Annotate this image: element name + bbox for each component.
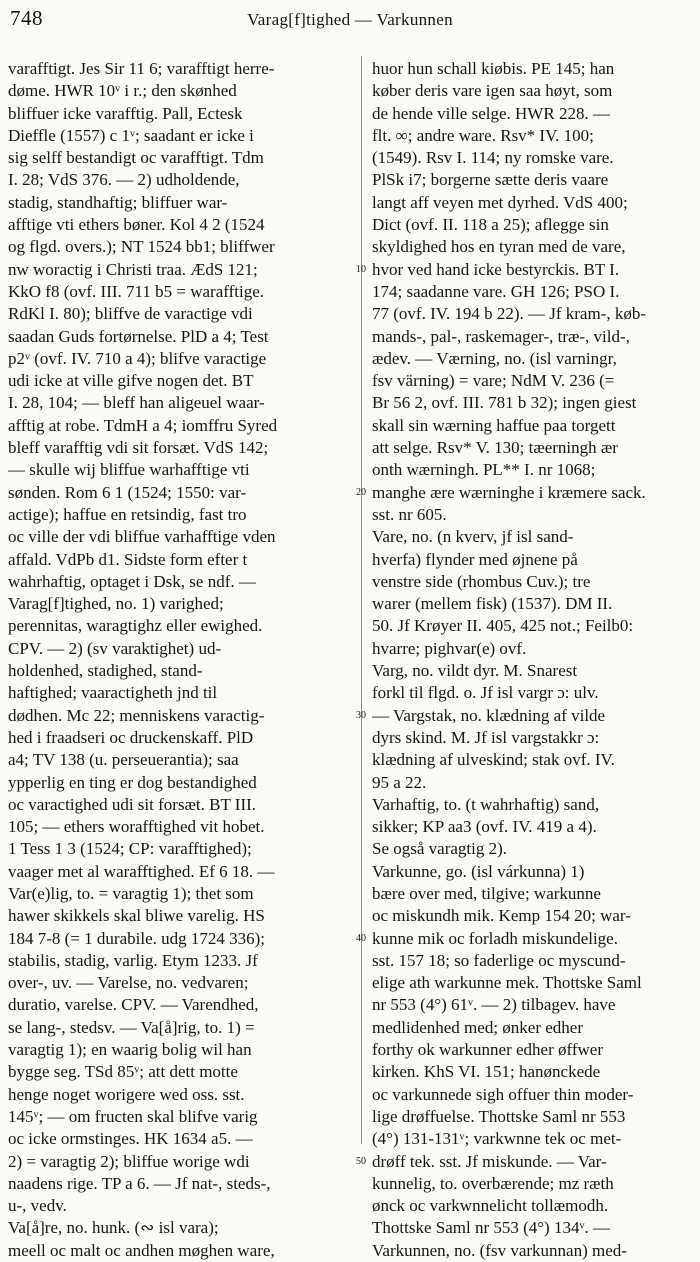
text-line: oc icke ormstinges. HK 1634 a5. —	[8, 1129, 253, 1149]
text-line: kirken. KhS VI. 151; hanønckede	[372, 1062, 601, 1082]
line-number: 30	[356, 709, 366, 721]
text-line: actige); haffue en retsindig, fast tro	[8, 504, 247, 524]
text-line: naadens rige. TP a 6. — Jf nat-, steds-,	[8, 1173, 271, 1193]
text-line: KkO f8 (ovf. III. 711 b5 = warafftige.	[8, 281, 265, 301]
text-line: afftige vti ethers bøner. Kol 4 2 (1524	[8, 215, 265, 235]
text-line: langt aff veyen met dyrhed. VdS 400;	[372, 192, 628, 212]
text-line: hverfa) flynder med øjnene på	[372, 549, 578, 569]
text-line: forkl til flgd. o. Jf isl vargr ɔ: ulv.	[372, 683, 599, 703]
text-line: p2ᵛ (ovf. IV. 710 a 4); blifve varactige	[8, 348, 267, 368]
text-line: kunne mik oc forladh miskundelige.	[372, 928, 618, 948]
text-line: se lang-, stedsv. — Va[å]rig, to. 1) =	[8, 1017, 255, 1037]
text-line: holdenhed, stadighed, stand-	[8, 661, 203, 681]
text-line: Va[å]re, no. hunk. (∾ isl vara);	[8, 1218, 219, 1238]
text-line: døme. HWR 10ᵛ i r.; den skønhed	[8, 81, 237, 101]
text-line: dyrs skind. M. Jf isl vargstakkr ɔ:	[372, 727, 600, 747]
page-header	[0, 0, 700, 44]
text-line: warer (mellem fisk) (1537). DM II.	[372, 594, 613, 614]
text-line: affald. VdPb d1. Sidste form efter t	[8, 549, 248, 569]
text-line: bleff varafftig vdi sit forsæt. VdS 142;	[8, 438, 269, 458]
text-line: mands-, pal-, raskemager-, træ-, vild-,	[372, 326, 630, 346]
text-line: nw woractig i Christi traa. ÆdS 121;	[8, 259, 258, 279]
line-number: 40	[356, 932, 366, 944]
text-line: PlSk i7; borgerne sætte deris vaare	[372, 170, 609, 190]
text-line: henge noget worigere wed oss. sst.	[8, 1084, 245, 1104]
text-line: ædev. — Værning, no. (isl varningr,	[372, 348, 617, 368]
text-line: 95 a 22.	[372, 772, 427, 792]
text-line: skall sin wærning haffue paa torgett	[372, 415, 616, 435]
text-line: og flgd. overs.); NT 1524 bb1; bliffwer	[8, 237, 275, 257]
text-line: varagtig 1); en waarig bolig wil han	[8, 1040, 252, 1060]
line-number: 10	[356, 263, 366, 275]
text-line: 77 (ovf. IV. 194 b 22). — Jf kram-, køb-	[372, 304, 647, 324]
text-line: oc ville der vdi bliffue varhafftige vden	[8, 527, 276, 547]
text-line: meell oc malt oc andhen møghen ware,	[8, 1240, 275, 1260]
text-line: (4°) 131-131ᵛ; varkwnne tek oc met-	[372, 1129, 622, 1149]
text-line: stabilis, stadig, varlig. Etym 1233. Jf	[8, 950, 258, 970]
text-line: oc miskundh mik. Kemp 154 20; war-	[372, 906, 631, 926]
text-line: bliffuer icke varafftig. Pall, Ectesk	[8, 103, 243, 123]
text-line: dødhen. Mc 22; menniskens varactig-	[8, 705, 265, 725]
text-line: u-, vedv.	[8, 1196, 67, 1216]
text-line: Varhaftig, to. (t wahrhaftig) sand,	[372, 794, 600, 814]
text-line: kunnelig, to. overbærende; mz ræth	[372, 1173, 614, 1193]
text-line: sst. 157 18; so faderlige oc myscund-	[372, 950, 626, 970]
text-line: manghe ære wærninghe i kræmere sack.	[372, 482, 646, 502]
running-head: Varag[f]tighed — Varkunnen	[247, 10, 453, 29]
line-number: 20	[356, 486, 366, 498]
text-line: (1549). Rsv I. 114; ny romske vare.	[372, 148, 614, 168]
text-line: klædning af ulveskind; stak ovf. IV.	[372, 750, 615, 770]
text-line: flt. ∞; andre ware. Rsv* IV. 100;	[372, 125, 594, 145]
text-line: 174; saadanne vare. GH 126; PSO I.	[372, 281, 620, 301]
text-line: medlidenhed med; ønker edher	[372, 1017, 584, 1037]
text-line: sig selff bestandigt oc varafftigt. Tdm	[8, 148, 264, 168]
text-line: oc varkunnede sigh offuer thin moder-	[372, 1084, 634, 1104]
text-line: wahrhaftig, optaget i Dsk, se ndf. —	[8, 571, 256, 591]
text-line: bære over med, tilgive; warkunne	[372, 883, 601, 903]
text-line: over-, uv. — Varelse, no. vedvaren;	[8, 973, 249, 993]
text-line: huor hun schall kiøbis. PE 145; han	[372, 59, 615, 78]
text-line: 1 Tess 1 3 (1524; CP: varafftighed);	[8, 839, 252, 859]
text-line: sikker; KP aa3 (ovf. IV. 419 a 4).	[372, 817, 597, 837]
text-line: 145ᵛ; — om fructen skal blifve varig	[8, 1106, 258, 1126]
text-line: forthy ok warkunner edher øffwer	[372, 1040, 603, 1060]
text-line: 184 7-8 (= 1 durabile. udg 1724 336);	[8, 928, 265, 948]
text-line: skyldighed hos en tyran med de vare,	[372, 237, 626, 257]
text-line: sst. nr 605.	[372, 504, 447, 524]
text-line: køber deris vare igen saa høyt, som	[372, 81, 613, 101]
text-line: onth wærningh. PL** I. nr 1068;	[372, 460, 596, 480]
text-line: bygge seg. TSd 85ᵛ; att dett motte	[8, 1062, 238, 1082]
text-line: I. 28, 104; — bleff han aligeuel waar-	[8, 393, 265, 413]
text-line: att selge. Rsv* V. 130; tæerningh ær	[372, 438, 618, 458]
text-line: ønck oc varkwnnelicht tollæmodh.	[372, 1196, 609, 1216]
text-line: elige ath warkunne mek. Thottske Saml	[372, 973, 642, 993]
text-line: Varkunnen, no. (fsv varkunnan) med-	[372, 1240, 627, 1260]
text-line: saadan Guds fortørnelse. PlD a 4; Test	[8, 326, 269, 346]
text-line: Varg, no. vildt dyr. M. Snarest	[372, 661, 578, 681]
text-line: Var(e)lig, to. = varagtig 1); thet som	[8, 883, 254, 903]
text-line: oc varactighed udi sit forsæt. BT III.	[8, 794, 257, 814]
text-line: Vare, no. (n kverv, jf isl sand-	[372, 527, 574, 547]
text-line: duratio, varelse. CPV. — Varendhed,	[8, 995, 259, 1015]
text-line: varafftigt. Jes Sir 11 6; varafftigt herre-	[8, 59, 275, 78]
text-line: 50. Jf Krøyer II. 405, 425 not.; Feilb0:	[372, 616, 634, 636]
text-line: 2) = varagtig 2); bliffue worige wdi	[8, 1151, 250, 1171]
text-line: hed i fraadseri oc druckenskaff. PlD	[8, 727, 254, 747]
page-number: 748	[10, 6, 43, 30]
right-column	[372, 58, 686, 1262]
text-line: Se også varagtig 2).	[372, 839, 508, 859]
text-line: — skulle wij bliffue warhafftige vti	[8, 460, 250, 480]
text-line: Varag[f]tighed, no. 1) varighed;	[8, 594, 224, 614]
text-line: CPV. — 2) (sv varaktighet) ud-	[8, 638, 222, 658]
line-number: 50	[356, 1155, 366, 1167]
text-line: I. 28; VdS 376. — 2) udholdende,	[8, 170, 240, 190]
text-line: haftighed; vaaractigheth jnd til	[8, 683, 218, 703]
text-line: udi icke at ville gifve nogen det. BT	[8, 371, 254, 391]
text-line: hawer skikkels skal bliwe varelig. HS	[8, 906, 265, 926]
text-line: venstre side (rhombus Cuv.); tre	[372, 571, 591, 591]
text-line: Thottske Saml nr 553 (4°) 134ᵛ. —	[372, 1218, 610, 1238]
text-line: Dieffle (1557) c 1ᵛ; saadant er icke i	[8, 125, 254, 145]
text-line: hvarre; pighvar(e) ovf.	[372, 638, 527, 658]
text-line: perennitas, waragtighz eller ewighed.	[8, 616, 263, 636]
text-line: hvor ved hand icke bestyrckis. BT I.	[372, 259, 620, 279]
text-line: afftig at robe. TdmH a 4; iomffru Syred	[8, 415, 278, 435]
text-line: stadig, standhaftig; bliffuer war-	[8, 192, 228, 212]
text-line: vaager met al warafftighed. Ef 6 18. —	[8, 861, 275, 881]
text-line: Br 56 2, ovf. III. 781 b 32); ingen giest	[372, 393, 637, 413]
text-line: ypperlig en ting er dog bestandighed	[8, 772, 257, 792]
text-line: Varkunne, go. (isl várkunna) 1)	[372, 861, 585, 881]
text-line: a4; TV 138 (u. perseuerantia); saa	[8, 750, 239, 770]
text-line: sønden. Rom 6 1 (1524; 1550: var-	[8, 482, 247, 502]
column-divider	[361, 56, 362, 1144]
left-column	[8, 58, 348, 1262]
text-line: nr 553 (4°) 61ᵛ. — 2) tilbagev. have	[372, 995, 616, 1015]
text-line: lige drøffuelse. Thottske Saml nr 553	[372, 1106, 626, 1126]
text-line: Dict (ovf. II. 118 a 25); aflegge sin	[372, 215, 609, 235]
text-line: — Vargstak, no. klædning af vilde	[372, 705, 606, 725]
text-line: drøff tek. sst. Jf miskunde. — Var-	[372, 1151, 607, 1171]
text-line: RdKl I. 80); bliffve de varactige vdi	[8, 304, 253, 324]
text-line: fsv värning) = vare; NdM V. 236 (=	[372, 371, 615, 391]
text-line: de hende ville selge. HWR 228. —	[372, 103, 610, 123]
text-line: 105; — ethers worafftighed vit hobet.	[8, 817, 265, 837]
